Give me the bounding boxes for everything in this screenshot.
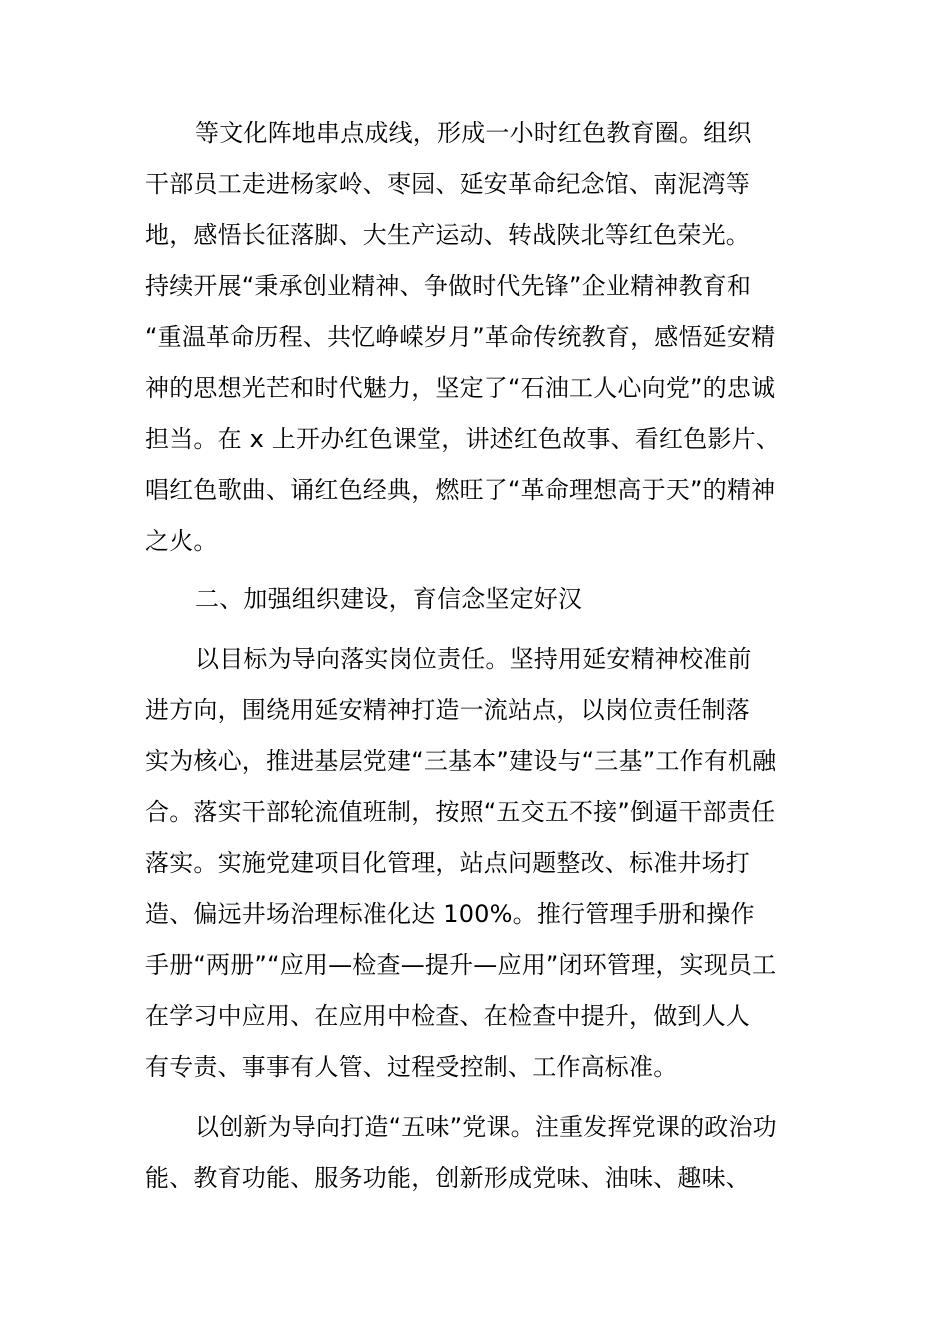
paragraph-line: 以创新为导向打造“五味”党课。注重发挥党课的政治功 (195, 1113, 777, 1141)
paragraph-line: 神的思想光芒和时代魅力，坚定了“石油工人心向党”的忠诚 (145, 374, 776, 402)
paragraph-line: 实为核心，推进基层党建“三基本”建设与“三基”工作有机融 (145, 747, 777, 775)
paragraph-line: 造、偏远井场治理标准化达 100%。推行管理手册和操作 (145, 900, 755, 928)
paragraph-line: 地，感悟长征落脚、大生产运动、转战陕北等红色荣光。 (145, 221, 750, 249)
paragraph-line: 以目标为导向落实岗位责任。坚持用延安精神校准前 (195, 645, 752, 673)
section-heading: 二、加强组织建设，育信念坚定好汉 (195, 585, 583, 613)
paragraph-line: 有专责、事事有人管、过程受控制、工作高标准。 (145, 1053, 678, 1081)
paragraph-line: 进方向，围绕用延安精神打造一流站点，以岗位责任制落 (145, 696, 750, 724)
paragraph-line: 能、教育功能、服务功能，创新形成党味、油味、趣味、 (145, 1164, 750, 1192)
paragraph-line: 之火。 (145, 527, 218, 555)
paragraph-line: 合。落实干部轮流值班制，按照“五交五不接”倒逼干部责任 (145, 798, 776, 826)
paragraph-line: 落实。实施党建项目化管理，站点问题整改、标准井场打 (145, 849, 750, 877)
paragraph-line: 担当。在 x 上开办红色课堂，讲述红色故事、看红色影片、 (145, 425, 781, 453)
paragraph-line: 等文化阵地串点成线，形成一小时红色教育圈。组织 (195, 119, 752, 147)
paragraph-line: 唱红色歌曲、诵红色经典，燃旺了“革命理想高于天”的精神 (145, 476, 776, 504)
paragraph-line: 在学习中应用、在应用中检查、在检查中提升，做到人人 (145, 1002, 750, 1030)
paragraph-line: 手册“两册”“应用—检查—提升—应用”闭环管理，实现员工 (145, 951, 777, 979)
paragraph-line: “重温革命历程、共忆峥嵘岁月”革命传统教育，感悟延安精 (145, 323, 776, 351)
paragraph-line: 持续开展“秉承创业精神、争做时代先锋”企业精神教育和 (145, 272, 752, 300)
paragraph-line: 干部员工走进杨家岭、枣园、延安革命纪念馆、南泥湾等 (145, 170, 750, 198)
